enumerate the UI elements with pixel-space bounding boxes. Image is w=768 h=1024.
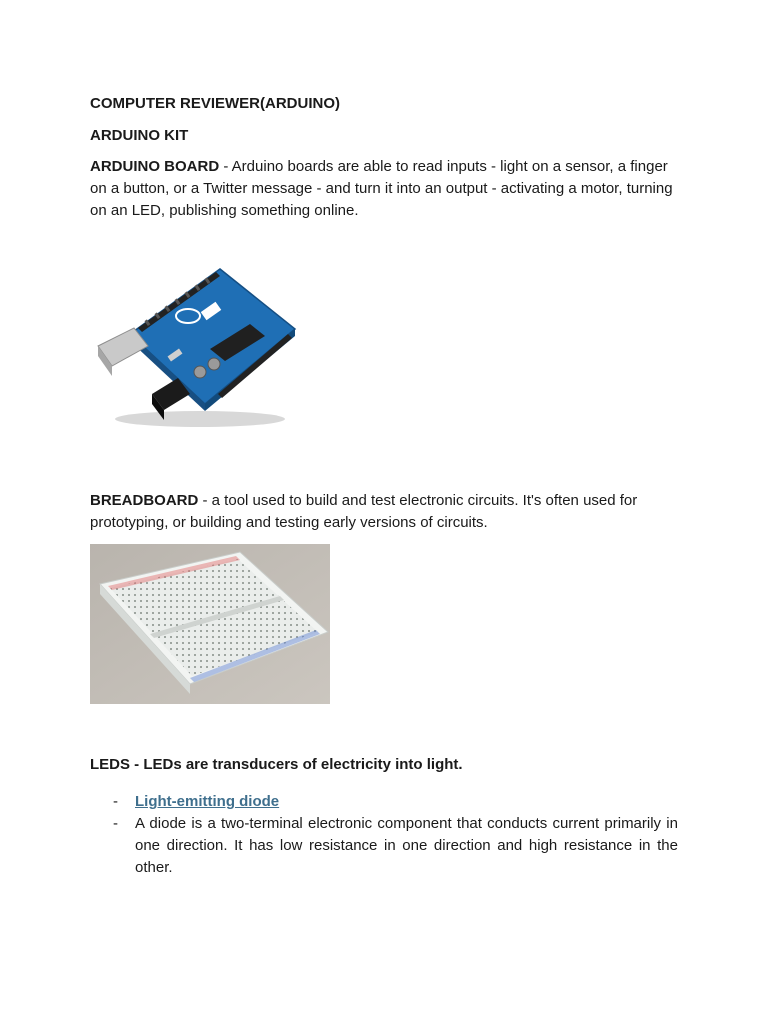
bullet-dash: - xyxy=(113,793,118,810)
diode-description: A diode is a two-terminal electronic component that conducts current primarily in one direction. It has low resistance in one direction and high resistance in the other. xyxy=(135,815,678,876)
breadboard-description: - a tool used to build and test electronic circuits. It's often used for prototyping, or building and testing early versions of circuits. xyxy=(90,492,638,531)
breadboard-paragraph xyxy=(90,490,678,534)
list-item xyxy=(90,813,678,879)
page-title: COMPUTER REVIEWER(ARDUINO) xyxy=(90,95,340,112)
arduino-board-term: ARDUINO BOARD xyxy=(90,158,220,175)
document-content xyxy=(90,94,678,879)
arduino-board-paragraph xyxy=(90,156,678,222)
breadboard-image xyxy=(90,544,330,704)
list-item xyxy=(90,791,678,813)
leds-bullet-list xyxy=(90,791,678,879)
bullet-dash: - xyxy=(113,815,118,832)
arduino-board-image xyxy=(90,254,302,434)
leds-heading: LEDS - LEDs are transducers of electricity into light. xyxy=(90,756,463,773)
arduino-board-description: - Arduino boards are able to read inputs - light on a sensor, a finger on a button, or a Twitter message - and turn it into an output - activating a motor, turning on an LED, publishing something online. xyxy=(90,158,673,219)
light-emitting-diode-link[interactable]: Light-emitting diode xyxy=(135,793,280,810)
page-subtitle: ARDUINO KIT xyxy=(90,127,189,144)
breadboard-term: BREADBOARD xyxy=(90,492,199,509)
